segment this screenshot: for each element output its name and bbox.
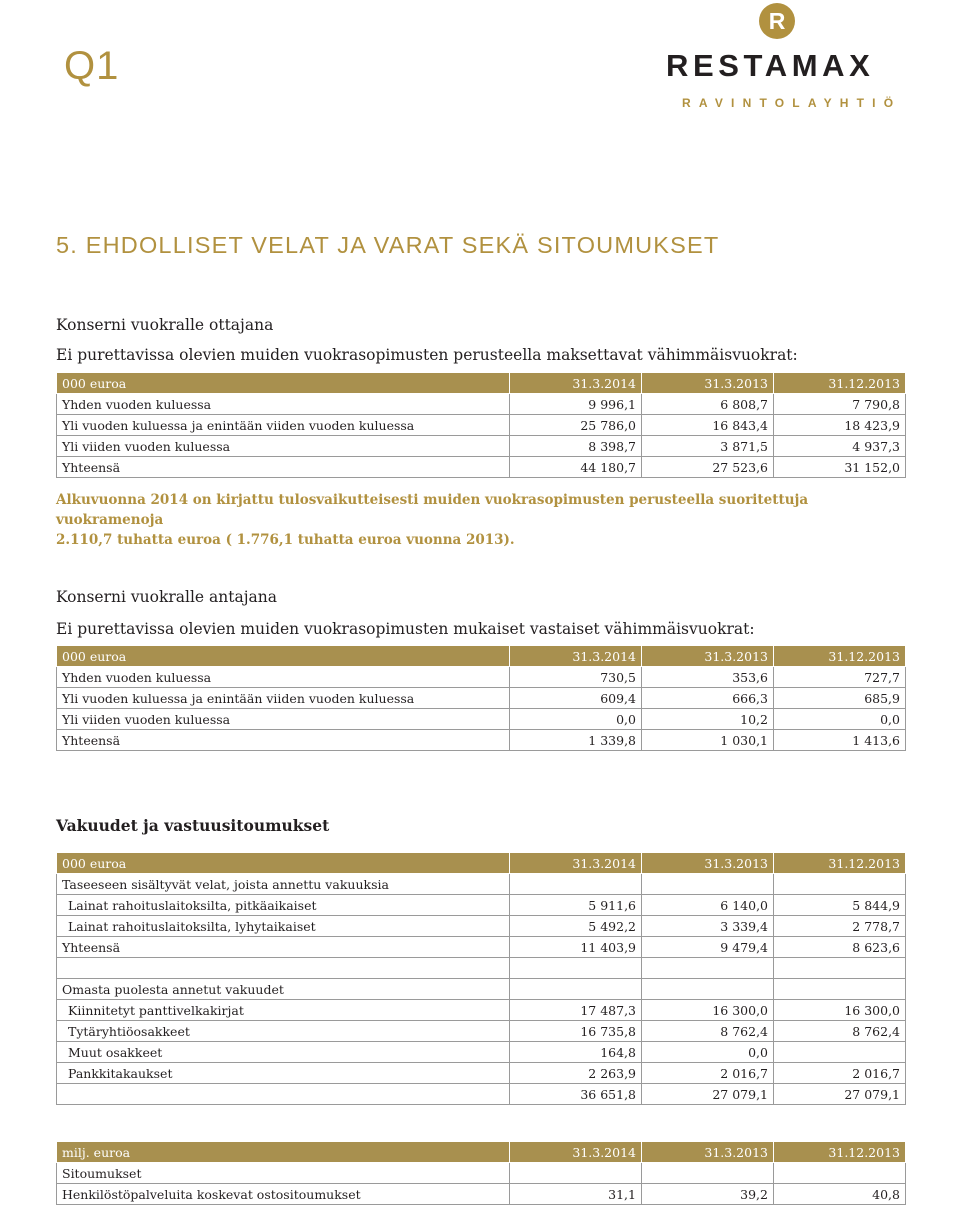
column-header: 000 euroa: [57, 373, 510, 394]
cell-value: 4 937,3: [774, 436, 906, 457]
lessee-heading: Konserni vuokralle ottajana: [56, 316, 274, 334]
empty-cell: [774, 958, 906, 979]
lessee-note: [56, 490, 916, 550]
row-label: Muut osakkeet: [57, 1042, 510, 1063]
cell-value: 6 808,7: [642, 394, 774, 415]
cell-value: 7 790,8: [774, 394, 906, 415]
cell-value: 3 871,5: [642, 436, 774, 457]
empty-cell: [774, 874, 906, 895]
cell-value: 1 339,8: [510, 730, 642, 751]
group-title-row: [57, 1163, 906, 1184]
table-row: [57, 1184, 906, 1205]
collateral-heading: Vakuudet ja vastuusitoumukset: [56, 816, 330, 835]
column-header: 31.12.2013: [774, 1142, 906, 1163]
cell-value: 11 403,9: [510, 937, 642, 958]
table-row-total: [57, 730, 906, 751]
lessor-heading: Konserni vuokralle antajana: [56, 588, 277, 606]
cell-value: 27 523,6: [642, 457, 774, 478]
group-title: Taseeseen sisältyvät velat, joista annettu vakuuksia: [57, 874, 510, 895]
empty-cell: [510, 958, 642, 979]
row-label: Yhteensä: [57, 937, 510, 958]
note-line: 2.110,7 tuhatta euroa ( 1.776,1 tuhatta euroa vuonna 2013).: [56, 532, 515, 548]
commitments-table: [56, 1141, 906, 1205]
restamax-logo-mark: [758, 2, 796, 40]
row-label: Yhden vuoden kuluessa: [57, 667, 510, 688]
cell-value: 27 079,1: [642, 1084, 774, 1105]
row-label: [57, 1084, 510, 1105]
note-line: Alkuvuonna 2014 on kirjattu tulosvaikutteisesti muiden vuokrasopimusten perusteella suoritettuja vuokramenoja: [56, 492, 809, 528]
table-row: [57, 688, 906, 709]
logo-subtitle: RAVINTOLAYHTIÖ: [682, 96, 902, 110]
column-header: 000 euroa: [57, 646, 510, 667]
cell-value: 18 423,9: [774, 415, 906, 436]
cell-value: 31,1: [510, 1184, 642, 1205]
logo-name: RESTAMAX: [666, 48, 875, 83]
empty-cell: [642, 874, 774, 895]
cell-value: 685,9: [774, 688, 906, 709]
column-header: 000 euroa: [57, 853, 510, 874]
cell-value: 39,2: [642, 1184, 774, 1205]
empty-cell: [510, 1163, 642, 1184]
cell-value: [774, 1042, 906, 1063]
cell-value: 5 492,2: [510, 916, 642, 937]
table-row: [57, 1042, 906, 1063]
cell-value: 5 911,6: [510, 895, 642, 916]
row-label: Yhteensä: [57, 457, 510, 478]
cell-value: 2 778,7: [774, 916, 906, 937]
table-row-total: [57, 457, 906, 478]
row-label: Kiinnitetyt panttivelkakirjat: [57, 1000, 510, 1021]
group-title: Sitoumukset: [57, 1163, 510, 1184]
table-row: [57, 667, 906, 688]
table-row: [57, 1021, 906, 1042]
row-label: Pankkitakaukset: [57, 1063, 510, 1084]
row-label: Yli vuoden kuluessa ja enintään viiden vuoden kuluessa: [57, 415, 510, 436]
cell-value: 0,0: [642, 1042, 774, 1063]
cell-value: 16 843,4: [642, 415, 774, 436]
cell-value: 9 479,4: [642, 937, 774, 958]
row-label: Yli viiden vuoden kuluessa: [57, 436, 510, 457]
cell-value: 609,4: [510, 688, 642, 709]
empty-cell: [642, 1163, 774, 1184]
row-label: Lainat rahoituslaitoksilta, pitkäaikaiset: [57, 895, 510, 916]
cell-value: 17 487,3: [510, 1000, 642, 1021]
column-header: 31.3.2013: [642, 646, 774, 667]
empty-cell: [774, 979, 906, 1000]
commitments-table-header: [57, 1142, 906, 1163]
table-row: [57, 895, 906, 916]
cell-value: 44 180,7: [510, 457, 642, 478]
cell-value: 2 016,7: [642, 1063, 774, 1084]
table-row: [57, 436, 906, 457]
column-header: 31.3.2013: [642, 373, 774, 394]
row-label: Yli vuoden kuluessa ja enintään viiden vuoden kuluessa: [57, 688, 510, 709]
lessee-table: [56, 372, 906, 478]
cell-value: 16 300,0: [774, 1000, 906, 1021]
section-title: 5. EHDOLLISET VELAT JA VARAT SEKÄ SITOUMUKSET: [56, 232, 720, 258]
cell-value: 27 079,1: [774, 1084, 906, 1105]
row-label: Tytäryhtiöosakkeet: [57, 1021, 510, 1042]
cell-value: 353,6: [642, 667, 774, 688]
cell-value: 16 735,8: [510, 1021, 642, 1042]
row-label: Yhteensä: [57, 730, 510, 751]
column-header: 31.12.2013: [774, 373, 906, 394]
table-row: [57, 415, 906, 436]
empty-cell: [57, 958, 510, 979]
cell-value: 1 030,1: [642, 730, 774, 751]
cell-value: 666,3: [642, 688, 774, 709]
row-label: Yli viiden vuoden kuluessa: [57, 709, 510, 730]
table-row: [57, 916, 906, 937]
column-header: 31.3.2014: [510, 1142, 642, 1163]
row-label: Henkilöstöpalveluita koskevat ostositoumukset: [57, 1184, 510, 1205]
cell-value: 727,7: [774, 667, 906, 688]
column-header: 31.12.2013: [774, 853, 906, 874]
logo-letter: R: [768, 8, 786, 34]
column-header: 31.3.2014: [510, 373, 642, 394]
empty-cell: [774, 1163, 906, 1184]
cell-value: 8 762,4: [642, 1021, 774, 1042]
lessee-table-header: [57, 373, 906, 394]
lessor-table: [56, 645, 906, 751]
row-label: Lainat rahoituslaitoksilta, lyhytaikaiset: [57, 916, 510, 937]
column-header: 31.3.2014: [510, 646, 642, 667]
group-title: Omasta puolesta annetut vakuudet: [57, 979, 510, 1000]
empty-cell: [510, 874, 642, 895]
table-row: [57, 394, 906, 415]
collateral-table-header: [57, 853, 906, 874]
cell-value: 2 263,9: [510, 1063, 642, 1084]
table-row: [57, 709, 906, 730]
cell-value: 25 786,0: [510, 415, 642, 436]
lessor-subheading: Ei purettavissa olevien muiden vuokrasopimusten mukaiset vastaiset vähimmäisvuokrat:: [56, 620, 755, 638]
lessor-table-header: [57, 646, 906, 667]
group-title-row: [57, 874, 906, 895]
cell-value: 9 996,1: [510, 394, 642, 415]
column-header: 31.3.2013: [642, 1142, 774, 1163]
spacer-row: [57, 958, 906, 979]
cell-value: 36 651,8: [510, 1084, 642, 1105]
cell-value: 8 623,6: [774, 937, 906, 958]
cell-value: 8 762,4: [774, 1021, 906, 1042]
cell-value: 5 844,9: [774, 895, 906, 916]
cell-value: 8 398,7: [510, 436, 642, 457]
column-header: 31.12.2013: [774, 646, 906, 667]
table-row-total: [57, 937, 906, 958]
cell-value: 2 016,7: [774, 1063, 906, 1084]
row-label: Yhden vuoden kuluessa: [57, 394, 510, 415]
empty-cell: [642, 979, 774, 1000]
column-header: milj. euroa: [57, 1142, 510, 1163]
empty-cell: [510, 979, 642, 1000]
group-title-row: [57, 979, 906, 1000]
table-row: [57, 1063, 906, 1084]
cell-value: 31 152,0: [774, 457, 906, 478]
cell-value: 1 413,6: [774, 730, 906, 751]
cell-value: 3 339,4: [642, 916, 774, 937]
collateral-table: [56, 852, 906, 1105]
cell-value: 0,0: [774, 709, 906, 730]
column-header: 31.3.2014: [510, 853, 642, 874]
cell-value: 10,2: [642, 709, 774, 730]
empty-cell: [642, 958, 774, 979]
table-row: [57, 1000, 906, 1021]
cell-value: 164,8: [510, 1042, 642, 1063]
cell-value: 6 140,0: [642, 895, 774, 916]
cell-value: 40,8: [774, 1184, 906, 1205]
cell-value: 16 300,0: [642, 1000, 774, 1021]
quarter-label: Q1: [64, 44, 120, 88]
column-header: 31.3.2013: [642, 853, 774, 874]
lessee-subheading: Ei purettavissa olevien muiden vuokrasopimusten perusteella maksettavat vähimmäisvuokrat:: [56, 346, 798, 364]
table-row-total: [57, 1084, 906, 1105]
cell-value: 730,5: [510, 667, 642, 688]
cell-value: 0,0: [510, 709, 642, 730]
